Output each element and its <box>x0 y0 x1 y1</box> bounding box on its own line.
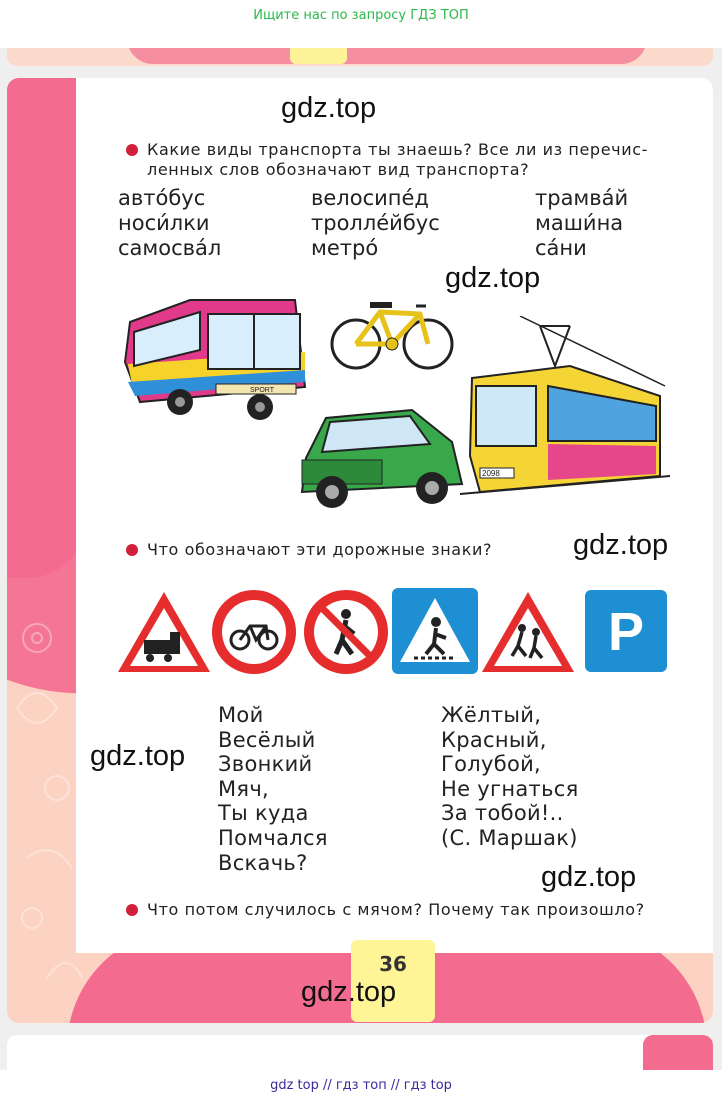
poem-line: Мой <box>218 703 264 727</box>
footer-bar <box>0 1070 722 1103</box>
footer-links[interactable]: gdz top // гдз топ // гдз top <box>270 1078 452 1093</box>
watermark: gdz.top <box>301 976 397 1008</box>
word: авто́бус <box>118 186 206 210</box>
word: са́ни <box>535 236 587 260</box>
question-transport: Какие виды транспорта ты знаешь? Все ли из перечис- ленных слов обозначают вид транспорта? <box>126 140 648 180</box>
poem-line: За тобой!.. <box>441 801 564 826</box>
poem-line: Голубой, <box>441 752 542 777</box>
tram-illustration <box>460 316 670 496</box>
word-column-2 <box>311 186 440 261</box>
word: метро́ <box>311 236 379 260</box>
poem-line: Ты куда <box>218 801 309 826</box>
parking-sign <box>583 588 669 674</box>
poem-line: Жёлтый, <box>441 703 542 727</box>
watermark: gdz.top <box>573 529 669 561</box>
pedestrian-crossing-sign <box>392 588 478 674</box>
bullet-icon <box>126 144 138 156</box>
word: тролле́йбус <box>311 211 440 235</box>
word-column-3 <box>535 186 628 261</box>
textbook-page <box>7 78 713 1023</box>
poem-line: Весёлый <box>218 727 316 752</box>
watermark: gdz.top <box>541 861 637 893</box>
page-sheet <box>76 78 713 953</box>
bus-label: SPORT <box>250 387 274 394</box>
bullet-icon <box>126 904 138 916</box>
poem-line: Помчался <box>218 825 328 850</box>
tram-number: 2098 <box>482 469 500 478</box>
bus-illustration <box>120 292 310 424</box>
poem-line: Вскачь? <box>218 850 308 875</box>
poem-line: Звонкий <box>218 752 313 777</box>
poem-line: (С. Маршак) <box>441 825 578 850</box>
parking-letter: P <box>607 602 645 662</box>
bicycle-illustration <box>328 292 458 374</box>
poem-column-1 <box>218 703 328 875</box>
floral-pattern <box>7 558 87 1018</box>
railroad-crossing-sign <box>114 588 214 676</box>
poem-line: Красный, <box>441 727 547 752</box>
word: самосва́л <box>118 236 222 260</box>
page-number: 36 <box>379 952 407 976</box>
bullet-icon <box>126 544 138 556</box>
question-ball: Что потом случилось с мячом? Почему так произошло? <box>126 900 645 920</box>
word: трамва́й <box>535 186 629 210</box>
banner-text[interactable]: Ищите нас по запросу ГДЗ ТОП <box>253 8 469 23</box>
watermark: gdz.top <box>90 740 186 772</box>
word: велосипе́д <box>311 186 429 210</box>
no-pedestrians-sign <box>302 588 390 676</box>
top-banner <box>0 0 722 48</box>
word: маши́на <box>535 211 624 235</box>
no-bicycles-sign <box>210 588 298 676</box>
question-signs: Что обозначают эти дорожные знаки? <box>126 540 492 560</box>
watermark: gdz.top <box>281 92 377 124</box>
next-page-edge <box>7 1035 713 1075</box>
car-illustration <box>292 388 468 512</box>
watermark: gdz.top <box>445 262 541 294</box>
previous-page-edge <box>7 48 713 66</box>
children-crossing-sign <box>478 588 578 676</box>
word: носи́лки <box>118 211 210 235</box>
word-column-1 <box>118 186 221 261</box>
poem-column-2 <box>441 703 579 851</box>
poem-line: Не угнаться <box>441 776 579 801</box>
poem-line: Мяч, <box>218 776 270 801</box>
